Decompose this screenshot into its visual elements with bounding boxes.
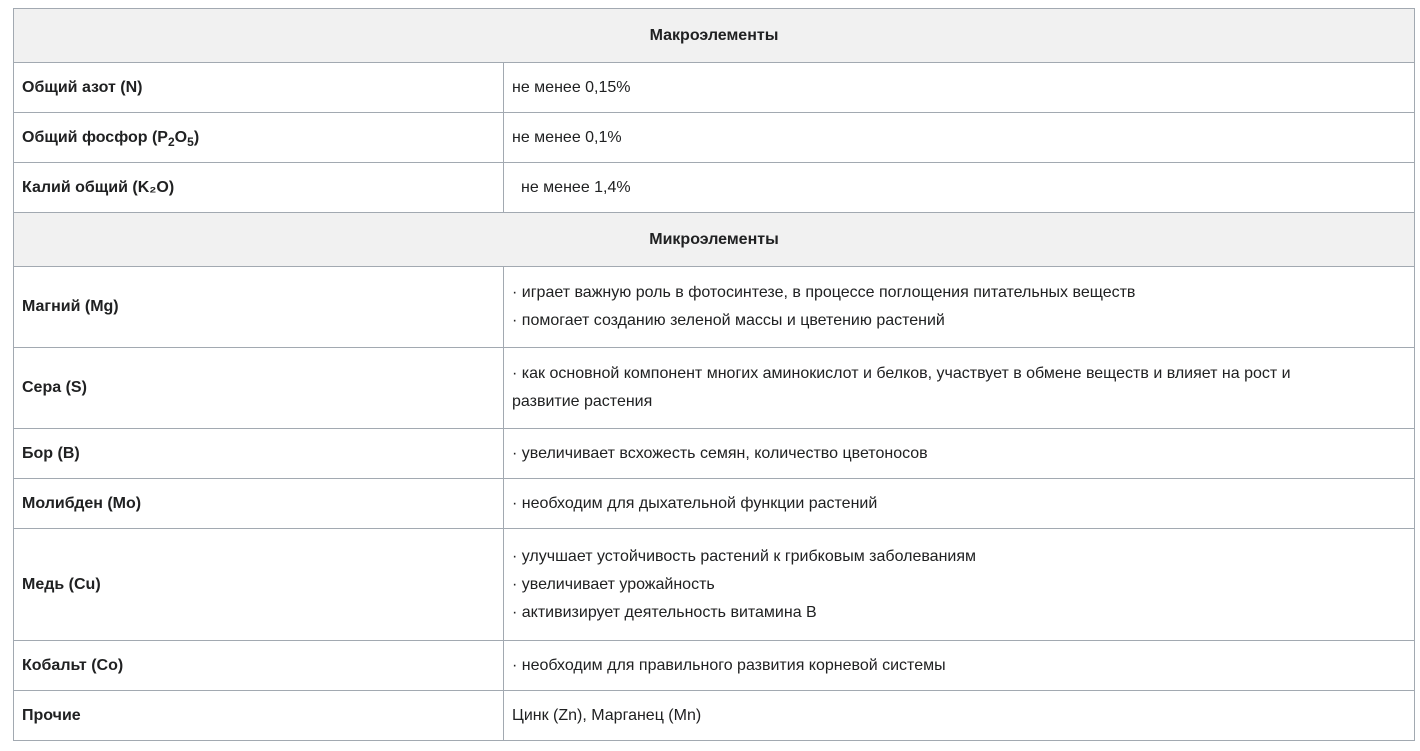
- table-row: [14, 529, 1415, 641]
- table-row: [14, 348, 1415, 429]
- description-line: · активизирует деятельность витамина B: [512, 603, 817, 621]
- table-row: [14, 691, 1415, 741]
- nutrient-name: Магний (Mg): [14, 267, 504, 348]
- nutrient-description: [504, 691, 1415, 741]
- nutrient-description: [504, 479, 1415, 529]
- table-row: [14, 267, 1415, 348]
- description-line: · увеличивает урожайность: [512, 575, 715, 593]
- table-row: [14, 163, 1415, 213]
- description-line: · увеличивает всхожесть семян, количество цветоносов: [512, 444, 928, 462]
- nutrient-description: [504, 529, 1415, 641]
- nutrient-name: Сера (S): [14, 348, 504, 429]
- description-line: · помогает созданию зеленой массы и цветению растений: [512, 312, 945, 329]
- table-row: [14, 113, 1415, 163]
- nutrient-value: не менее 1,4%: [504, 163, 1415, 213]
- table-row: [14, 429, 1415, 479]
- nutrient-name: Общий фосфор $(P_2O_5)$: [14, 113, 504, 163]
- description-line: · необходим для правильного развития корневой системы: [512, 656, 946, 674]
- section-title-macro: Макроэлементы: [14, 9, 1415, 63]
- nutrient-name: Прочие: [14, 691, 504, 741]
- description-line: · необходим для дыхательной функции растений: [512, 494, 878, 512]
- nutrient-name: Молибден (Mo): [14, 479, 504, 529]
- description-line: Цинк (Zn), Марганец (Mn): [512, 706, 702, 724]
- nutrient-name: Бор (B): [14, 429, 504, 479]
- table-row: [14, 63, 1415, 113]
- section-header-row: [14, 213, 1415, 267]
- nutrient-value: не менее 0,1%: [504, 113, 1415, 163]
- nutrient-name: Калий общий (K₂O): [14, 163, 504, 213]
- description-line: · играет важную роль в фотосинтезе, в процессе поглощения питательных веществ: [512, 284, 1136, 301]
- nutrient-name: Кобальт (Co): [14, 641, 504, 691]
- description-line: · улучшает устойчивость растений к грибковым заболеваниям: [512, 547, 977, 565]
- description-line: развитие растения: [512, 393, 653, 410]
- nutrient-description: [504, 348, 1415, 429]
- nutrients-table: [13, 8, 1415, 741]
- nutrient-name: Медь (Cu): [14, 529, 504, 641]
- table-row: [14, 641, 1415, 691]
- table-row: [14, 479, 1415, 529]
- nutrient-name: Общий азот (N): [14, 63, 504, 113]
- nutrient-description: [504, 641, 1415, 691]
- nutrient-description: [504, 267, 1415, 348]
- description-line: · как основной компонент многих аминокислот и белков, участвует в обмене веществ и влияет на рост и: [512, 365, 1291, 382]
- section-header-row: [14, 9, 1415, 63]
- nutrient-value: не менее 0,15%: [504, 63, 1415, 113]
- nutrient-description: [504, 429, 1415, 479]
- section-title-micro: Микроэлементы: [14, 213, 1415, 267]
